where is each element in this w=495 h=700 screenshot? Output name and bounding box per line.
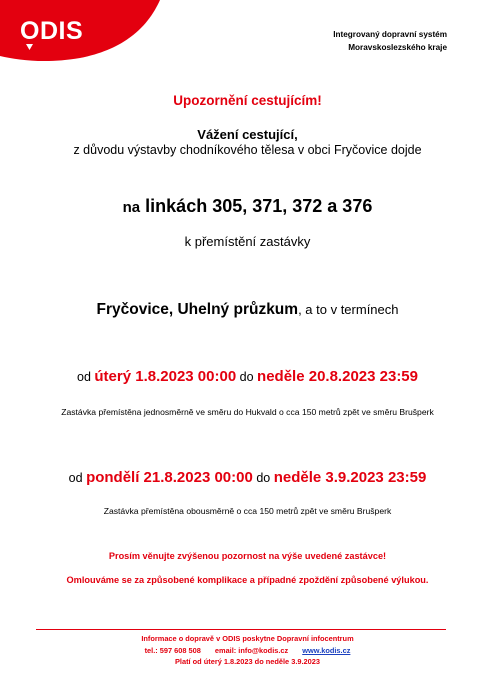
footer-validity: Platí od úterý 1.8.2023 do neděle 3.9.2023 <box>174 657 320 666</box>
period-2-to: neděle 3.9.2023 23:59 <box>273 469 427 486</box>
footer-info: Informace o dopravě v ODIS poskytne Dopravní infocentrum <box>141 634 354 643</box>
period-1-from: úterý 1.8.2023 00:00 <box>94 368 237 385</box>
org-line-2: Moravskoslezského kraje <box>348 43 447 52</box>
stop-name: Fryčovice, Uhelný průzkum <box>96 301 299 318</box>
warning-apology: Omlouváme se za způsobené komplikace a případné zpoždění způsobené výlukou. <box>66 575 429 585</box>
greeting: Vážení cestující, <box>197 127 298 142</box>
warning-attention: Prosím věnujte zvýšenou pozornost na výše uvedené zastávce! <box>108 551 387 561</box>
odis-logo <box>0 0 160 62</box>
period-1-to: neděle 20.8.2023 23:59 <box>257 368 418 385</box>
period-2 <box>0 469 495 486</box>
stop-suffix: , a to v termínech <box>298 302 399 317</box>
period-1-from-word: od <box>77 370 91 384</box>
period-1-to-word: do <box>239 370 254 384</box>
logo-text: ODIS <box>20 17 84 45</box>
footer-email[interactable]: email: info@kodis.cz <box>214 645 289 655</box>
footer-phone: tel.: 597 608 508 <box>144 645 201 655</box>
period-1-description: Zastávka přemístěna jednosměrně ve směru do Hukvald o cca 150 metrů zpět ve směru Brušperk <box>61 407 434 417</box>
period-2-from-word: od <box>68 471 83 485</box>
period-2-to-word: do <box>256 471 271 485</box>
footer-divider <box>36 629 446 630</box>
period-2-description: Zastávka přemístěna obousměrně o cca 150 metrů zpět ve směru Brušperk <box>103 506 392 516</box>
notice-heading: Upozornění cestujícím! <box>173 93 322 108</box>
lines-prefix: na <box>122 199 141 216</box>
footer-contacts <box>0 645 495 657</box>
footer-web-link[interactable]: www.kodis.cz <box>302 645 351 655</box>
period-1 <box>0 368 495 385</box>
reason-text: z důvodu výstavby chodníkového tělesa v obci Fryčovice dojde <box>73 143 422 157</box>
affected-lines <box>0 196 495 217</box>
stop-line <box>0 301 495 319</box>
relocation-text: k přemístění zastávky <box>184 234 311 249</box>
lines-numbers: linkách 305, 371, 372 a 376 <box>145 196 373 216</box>
org-line-1: Integrovaný dopravní systém <box>333 30 447 39</box>
period-2-from: pondělí 21.8.2023 00:00 <box>86 469 253 486</box>
organization-name <box>333 28 447 54</box>
